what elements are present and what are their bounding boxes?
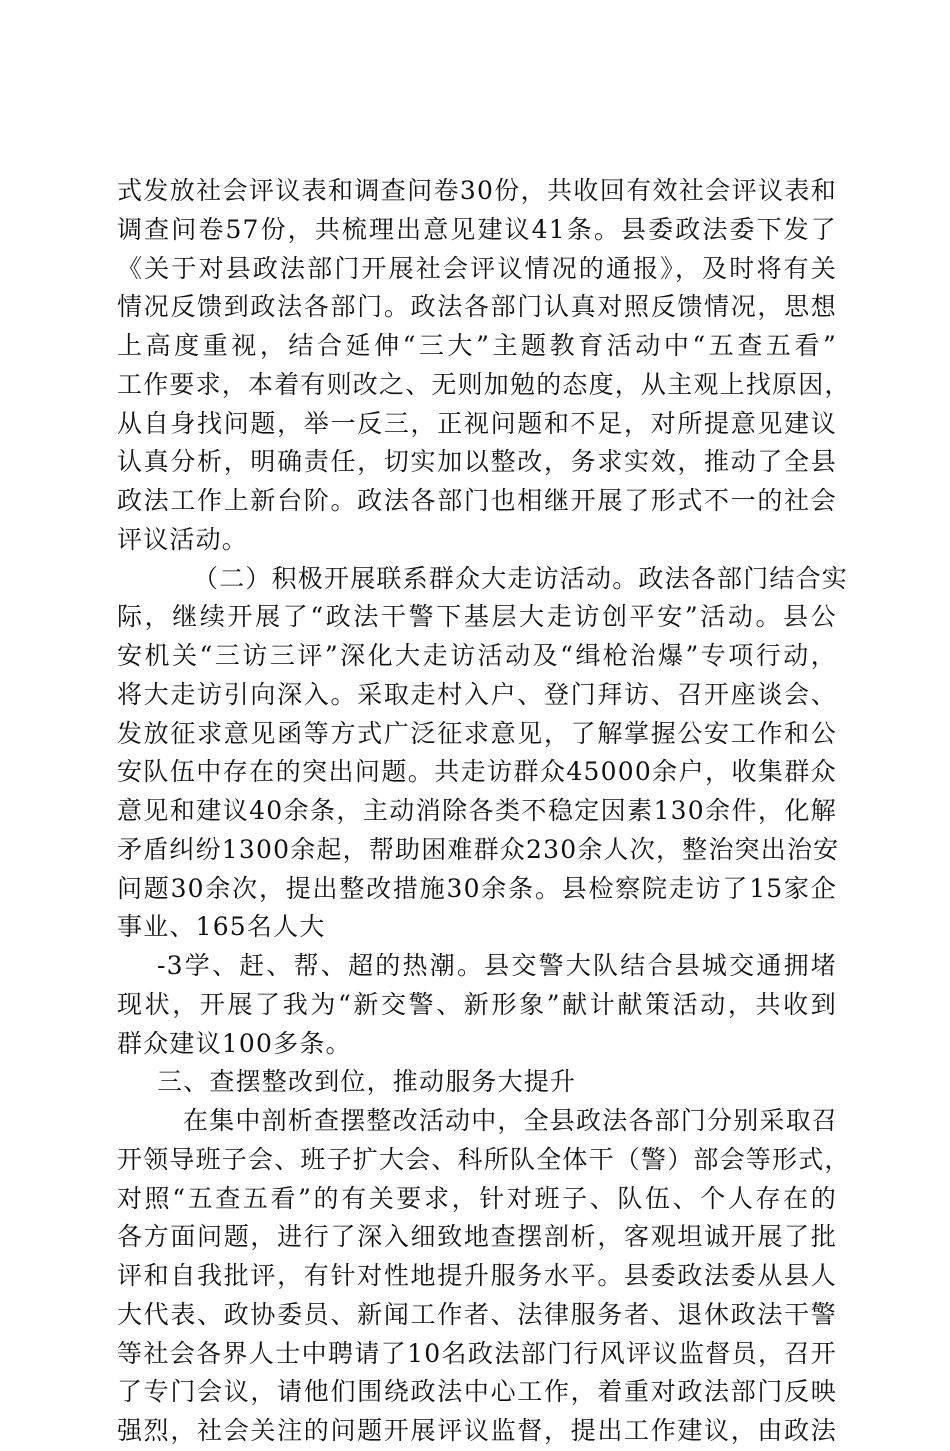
text-line: 事业、165名人大: [117, 912, 326, 942]
text-line: 认真分析，明确责任，切实加以整改，务求实效，推动了全县: [117, 447, 837, 477]
text-line: 对照“五查五看”的有关要求，针对班子、队伍、个人存在的: [117, 1183, 837, 1213]
text-line: 群众建议100多条。: [117, 1028, 352, 1058]
text-line: -3学、赶、帮、超的热潮。县交警大队结合县城交通拥堵: [157, 951, 837, 980]
body-text: [117, 172, 851, 1451]
text-line: 工作要求，本着有则改之、无则加勉的态度，从主观上找原因，: [117, 369, 851, 399]
text-line: 等社会各界人士中聘请了10名政法部门行风评议监督员，召开: [117, 1338, 837, 1368]
text-line: 在集中剖析查摆整改活动中，全县政法各部门分别采取召: [183, 1106, 839, 1135]
section-heading: 三、查摆整改到位，推动服务大提升: [157, 1067, 577, 1097]
text-line: 际，继续开展了“政法干警下基层大走访创平安”活动。县公: [117, 602, 837, 632]
text-line: 评和自我批评，有针对性地提升服务水平。县委政法委从县人: [117, 1261, 837, 1290]
text-line: 了专门会议，请他们围绕政法中心工作，着重对政法部门反映: [117, 1377, 837, 1407]
text-line: 大代表、政协委员、新闻工作者、法律服务者、退休政法干警: [117, 1299, 837, 1329]
text-line: 安队伍中存在的突出问题。共走访群众45000余户，收集群众: [117, 757, 837, 787]
text-line: 各方面问题，进行了深入细致地查摆剖析，客观坦诚开展了批: [117, 1222, 837, 1252]
text-line: 评议活动。: [117, 524, 249, 554]
text-line: 上高度重视，结合延伸“三大”主题教育活动中“五查五看”: [117, 331, 837, 360]
text-line: 调查问卷57份，共梳理出意见建议41条。县委政法委下发了: [117, 214, 837, 244]
text-line: 将大走访引向深入。采取走村入户、登门拜访、召开座谈会、: [117, 679, 837, 709]
text-line: 问题30余次，提出整改措施30余条。县检察院走访了15家企: [117, 873, 837, 903]
text-line: 《关于对县政法部门开展社会评议情况的通报》，及时将有关: [117, 253, 837, 283]
text-line: 安机关“三访三评”深化大走访活动及“缉枪治爆”专项行动，: [117, 641, 837, 670]
text-line: 开领导班子会、班子扩大会、科所队全体干（警）部会等形式，: [117, 1144, 851, 1174]
text-line: 矛盾纠纷1300余起，帮助困难群众230余人次，整治突出治安: [117, 834, 840, 864]
text-line: 情况反馈到政法各部门。政法各部门认真对照反馈情况，思想: [117, 292, 837, 322]
text-line: 从自身找问题，举一反三，正视问题和不足，对所提意见建议: [117, 408, 837, 438]
text-line: 发放征求意见函等方式广泛征求意见，了解掌握公安工作和公: [117, 718, 837, 748]
text-line: 政法工作上新台阶。政法各部门也相继开展了形式不一的社会: [117, 486, 837, 515]
text-line: 意见和建议40余条，主动消除各类不稳定因素130余件，化解: [117, 796, 837, 825]
text-line: 强烈，社会关注的问题开展评议监督，提出工作建议，由政法: [117, 1416, 837, 1445]
text-line: 现状，开展了我为“新交警、新形象”献计献策活动，共收到: [117, 989, 837, 1019]
text-line: 式发放社会评议表和调查问卷30份，共收回有效社会评议表和: [117, 176, 837, 205]
section-heading-line: （二）积极开展联系群众大走访活动。政法各部门结合实: [193, 563, 849, 593]
